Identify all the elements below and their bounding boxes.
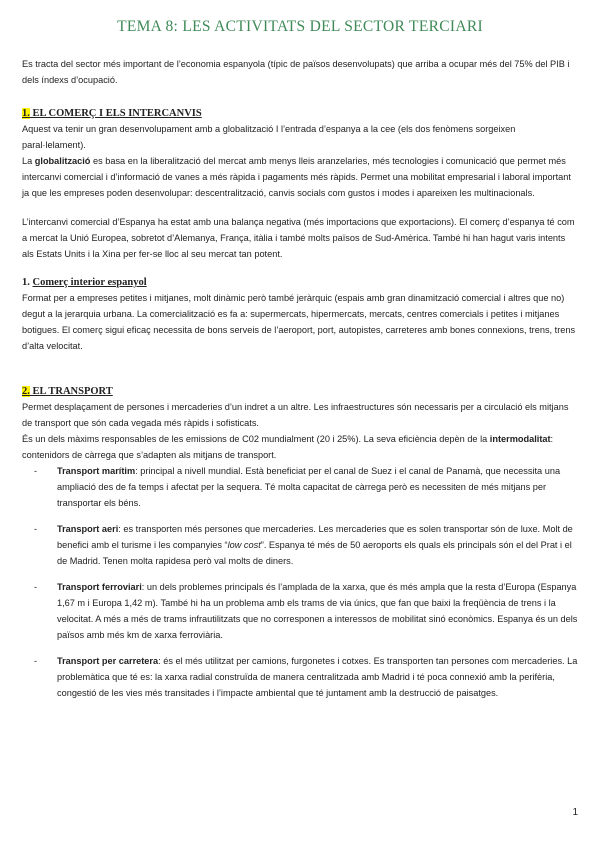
section-2-number: 2. [22,386,30,397]
subsection-title: Comerç interior espanyol [32,277,147,288]
list-item [22,463,578,511]
dash-bullet: - [34,466,38,476]
section-1-paragraph-1: Aquest va tenir un gran desenvolupament amb a globalització I l’entrada d’espanya a la cee (els dos fenòmens sorgeixen paral·lelament). [22,124,516,150]
section-1-paragraph-2 [22,153,578,201]
subsection-number: 1. [22,277,30,288]
section-1-number: 1. [22,108,30,119]
section-2-paragraph-2 [22,431,578,463]
text-span: ”. Espanya té més de 50 aeroports els quals els principals són el del Prat i el de Madrid. Tenen molta rapidesa però val molts de diners. [57,540,572,566]
bold-term: Transport ferroviari [57,582,142,592]
section-2-title: EL TRANSPORT [32,386,113,397]
text-span: : principal a nivell mundial. Està beneficiat per el canal de Suez i el canal de Panamà, que necessita una ampliació des de fa temps i afectat per la sequera. Té molta capacitat de càrrega però es necessiten de més mitjans per transportar els béns. [57,466,561,508]
text-span: La [22,156,35,166]
subsection-heading [22,275,578,290]
list-item [22,579,578,643]
dash-bullet: - [34,656,38,666]
text-span: : contenidors de càrrega que s’adapten als mitjans de transport. [22,434,554,460]
page-title: TEMA 8: LES ACTIVITATS DEL SECTOR TERCIARI [117,18,483,35]
dash-bullet: - [34,582,38,592]
text-span: es basa en la liberalització del mercat amb menys lleis aranzelaries, més tecnologies i comunicació que permet més intercanvi comercial i d’informació de vanes a més ràpida i pagaments més ràpids. Permet una mobilitat empresarial i laboral important ja que les empreses poden desenvolupar: descentralització, canvis socials com gustos i modes i apareixen les multinacionals. [22,156,571,198]
section-1-title: EL COMERÇ I ELS INTERCANVIS [32,108,202,119]
section-1-heading [22,106,578,121]
section-1-paragraph-3: L’intercanvi comercial d’Espanya ha estat amb una balança negativa (més importacions que exportacions). El comerç d’espanya té com a mercat la Unió Europea, sobretot d’Alemanya, França, itàlia i també molts països de Sud-Amèrica. També hi han hagut varis intents als Estats Units i la Xina per fer-se lloc al seu mercat tan potent. [22,217,575,259]
bold-term: Transport per carretera [57,656,159,666]
bold-term: Transport aeri [57,524,119,534]
page-number: 1 [572,807,578,818]
dash-bullet: - [34,524,38,534]
italic-term: low cost [227,540,261,550]
bold-term: Transport marítim [57,466,136,476]
text-span: : un dels problemes principals és l’amplada de la xarxa, que és més ampla que la resta d’Europa (Espanya 1,67 m i Europa 1,42 m). També hi ha un problema amb els trams de via únics, que fan que baixi la freqüència de trens i la velocitat. A més a més de trams infrautilitzats que no corresponen a interessos de mobilitat sinó econòmics. Espanya és un dels països amb més km de xarxa ferroviària. [57,582,578,640]
section-2-heading [22,384,578,399]
section-2-paragraph-1: Permet desplaçament de persones i mercaderies d’un indret a un altre. Les infraestructures són necessaris per a circulació els mitjans de transport que són cada vegada més ràpids i sofisticats. [22,402,569,428]
bold-term: intermodalitat [489,434,551,444]
text-span: : és el més utilitzat per camions, furgonetes i cotxes. Es transporten tan persones com mercaderies. La problemàtica que té es: la xarxa radial construïda de manera centralitzada amb Madrid i té poca connexió amb la perifèria, congestió de les vies més transitades i l’impacte ambiental que té juntament amb la destrucció de paisatges. [57,656,578,698]
text-span: : es transporten més persones que mercaderies. Les mercaderies que es solen transportar són de luxe. Molt de benefici amb el turisme i les companyies “ [57,524,573,550]
intro-paragraph: Es tracta del sector més important de l’economia espanyola (típic de països desenvolupats) que arriba a ocupar més del 75% del PIB i dels índexs d’ocupació. [22,59,570,85]
list-item [22,521,578,569]
bold-term: globalització [34,156,91,166]
list-item [22,653,578,701]
subsection-paragraph: Format per a empreses petites i mitjanes, molt dinàmic però també jeràrquic (espais amb gran dinamització comercial i altres que no) degut a la jerarquia urbana. La comercialització es fa a: supermercats, hipermercats, mercats, centres comercials i petites i mitjanes botigues. El comerç sigui eficaç necessita de bons serveis de l’aeroport, port, autopistes, carreteres amb bones connexions, trens, trens d’alta velocitat. [22,293,576,351]
transport-list [22,463,578,701]
text-span: És un dels màxims responsables de les emissions de C02 mundialment (20 i 25%). La seva eficiència depèn de la [22,434,490,444]
